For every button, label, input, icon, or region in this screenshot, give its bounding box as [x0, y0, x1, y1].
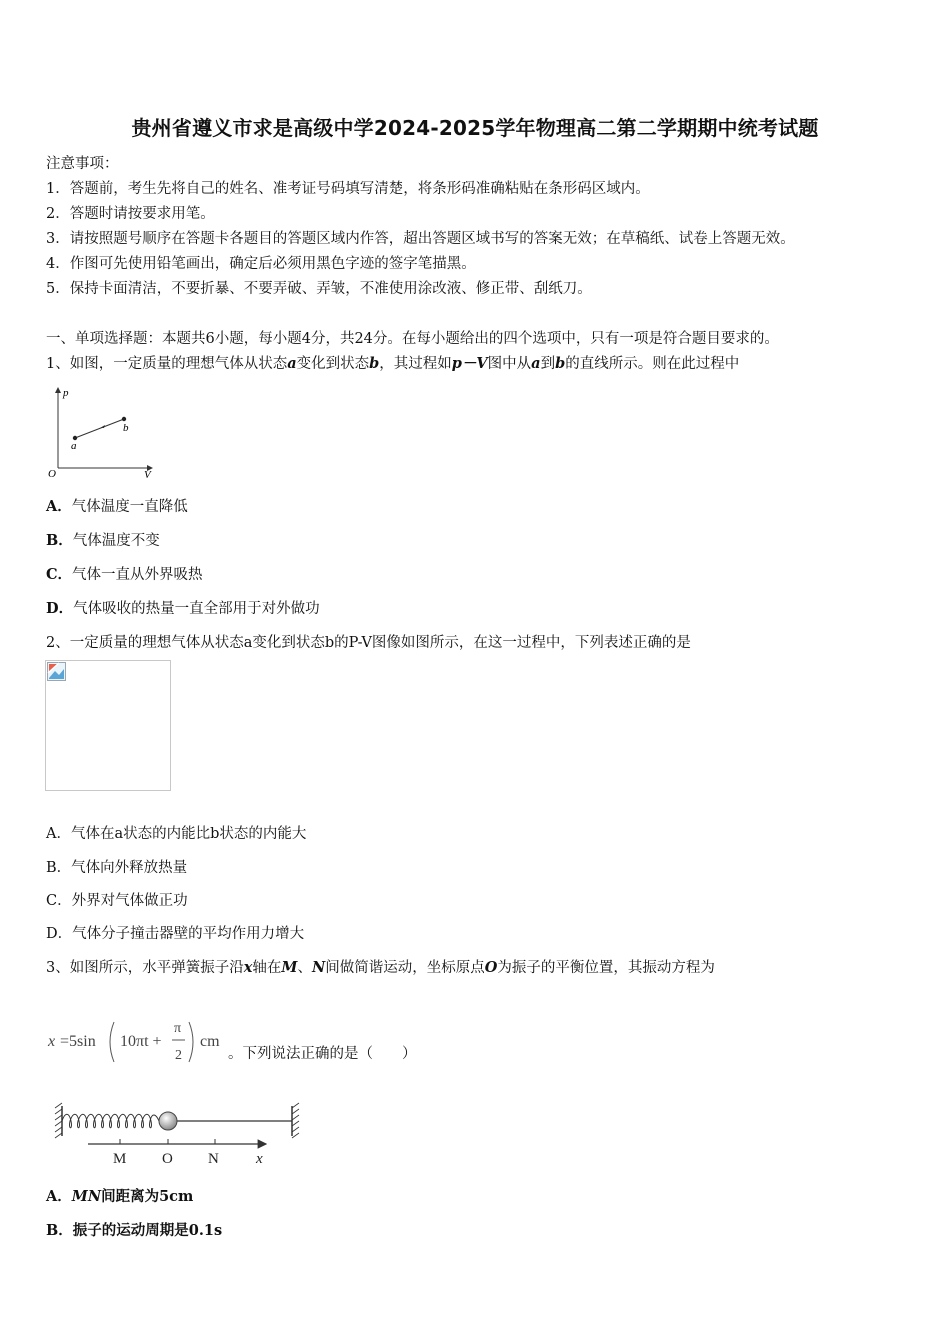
option-text: 气体吸收的热量一直全部用于对外做功 [73, 601, 320, 617]
option-text: 气体一直从外界吸热 [72, 567, 203, 583]
notice-item: 4．作图可先使用铅笔画出，确定后必须用黑色字迹的签字笔描黑。 [46, 256, 476, 272]
formula-arg: 10πt + [120, 1033, 162, 1050]
option-text: 外界对气体做正功 [71, 893, 188, 909]
option-key: B． [46, 1222, 73, 1239]
spring [62, 1114, 159, 1128]
option-key: D． [46, 600, 74, 617]
right-wall-hatch [292, 1103, 299, 1138]
q1-option-c [46, 563, 203, 584]
stem-text: 3、如图所示，水平弹簧振子沿 [46, 960, 244, 976]
var-o: O [484, 959, 498, 976]
var-mn: MN [71, 1188, 102, 1205]
label-o: O [162, 1151, 173, 1167]
question-3-stem [46, 956, 715, 977]
stem-text: 轴在 [252, 960, 282, 976]
option-text: 气体分子撞击器壁的平均作用力增大 [72, 926, 305, 942]
section-heading: 一、单项选择题：本题共6小题，每小题4分，共24分。在每小题给出的四个选项中，只有一项是符合题目要求的。 [46, 331, 779, 347]
stem-text: ，其过程如 [379, 356, 452, 372]
page-title: 贵州省遵义市求是高级中学2024-2025学年物理高二第二学期期中统考试题 [131, 116, 819, 140]
option-key: A． [46, 1188, 72, 1205]
option-key: B． [46, 532, 73, 549]
stem-text: 、 [297, 960, 312, 976]
var-m: M [281, 959, 298, 976]
notice-heading: 注意事项： [46, 156, 119, 172]
option-text: 气体温度不变 [72, 533, 160, 549]
label-m: M [113, 1151, 127, 1167]
label-n: N [208, 1151, 219, 1167]
q2-option-a [46, 822, 306, 843]
stem-text: 间做简谐运动，坐标原点 [325, 960, 485, 976]
option-key: C． [46, 566, 73, 583]
q1-option-a [46, 495, 188, 516]
option-key: D． [46, 926, 73, 942]
spring-oscillator-figure [52, 1098, 306, 1170]
option-text: 气体向外释放热量 [71, 860, 188, 876]
stem-text: 变化到状态 [296, 356, 370, 372]
var-x: x [243, 959, 253, 976]
formula-den: 2 [175, 1048, 182, 1063]
left-wall-hatch [55, 1103, 62, 1138]
stem-text: 图中从 [487, 356, 532, 372]
var-a: a [531, 355, 541, 372]
q3-option-b [46, 1219, 222, 1240]
right-paren [189, 1022, 193, 1062]
label-x: x [256, 1151, 263, 1167]
stem-text: 到 [540, 356, 556, 372]
formula-eq: =5sin [60, 1033, 96, 1050]
question-2-stem: 2、一定质量的理想气体从状态a变化到状态b的P-V图像如图所示，在这一过程中，下列表述正确的是 [46, 635, 691, 651]
axis-label-v: V [144, 469, 151, 480]
q2-option-c [46, 889, 188, 910]
var-b: b [369, 355, 380, 372]
var-b: b [555, 355, 566, 372]
question-1-stem [46, 352, 739, 373]
option-text: 气体温度一直降低 [71, 499, 188, 515]
q3-option-a [46, 1185, 193, 1206]
oscillator-ball [159, 1112, 177, 1130]
point-b [122, 417, 126, 421]
q2-option-b [46, 856, 187, 877]
option-key: A． [46, 498, 72, 515]
notice-item: 3．请按照题号顺序在答题卡各题目的答题区域内作答，超出答题区域书写的答案无效；在草稿纸、试卷上答题无效。 [46, 231, 795, 247]
var-n: N [311, 959, 326, 976]
option-text: 间距离为5cm [101, 1188, 194, 1205]
option-text: 振子的运动周期是0.1s [72, 1222, 223, 1239]
stem-text: 为振子的平衡位置，其振动方程为 [497, 960, 715, 976]
option-key: A． [46, 826, 71, 842]
q1-option-d [46, 597, 320, 618]
option-key: B． [46, 860, 72, 876]
option-text: 气体在a状态的内能比b状态的内能大 [70, 826, 307, 842]
broken-image-icon [47, 662, 67, 682]
var-a: a [287, 355, 297, 372]
question-3-tail: 。下列说法正确的是（ ） [228, 1046, 417, 1062]
notice-item: 2．答题时请按要求用笔。 [46, 206, 215, 222]
axis-label-p: p [63, 387, 69, 399]
origin-label: O [48, 468, 56, 480]
notice-item: 5．保持卡面清洁，不要折暴、不要弄破、弄皱，不准使用涂改液、修正带、刮纸刀。 [46, 281, 592, 297]
stem-text: 的直线所示。则在此过程中 [565, 356, 740, 372]
formula-num: π [174, 1021, 182, 1036]
broken-image-placeholder [45, 660, 171, 791]
point-label-a: a [71, 440, 77, 452]
formula-unit: cm [200, 1033, 220, 1050]
stem-text: 1、如图，一定质量的理想气体从状态 [46, 356, 288, 372]
pv-graph-q1 [44, 382, 160, 480]
vibration-equation [44, 1016, 234, 1068]
var-pv: p－V [451, 355, 488, 372]
notice-item: 1．答题前，考生先将自己的姓名、准考证号码填写清楚，将条形码准确粘贴在条形码区域内。 [46, 181, 650, 197]
q2-option-d [46, 922, 304, 943]
point-label-b: b [123, 422, 129, 434]
formula-lhs: x [48, 1033, 56, 1050]
option-key: C． [46, 893, 72, 909]
left-paren [110, 1022, 114, 1062]
process-line [75, 419, 124, 438]
q1-option-b [46, 529, 160, 550]
